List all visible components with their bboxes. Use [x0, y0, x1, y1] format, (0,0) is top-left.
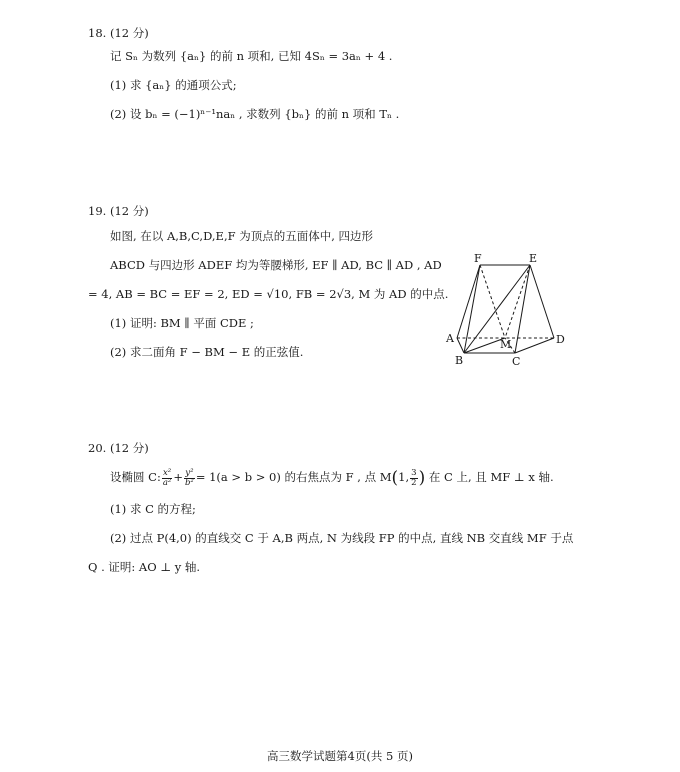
edge-AB — [457, 338, 464, 353]
page-footer: 高三数学试题第4页(共 5 页) — [267, 749, 413, 763]
q20-header — [88, 441, 149, 455]
q19-number: 19. — [88, 204, 107, 218]
q19-points: (12 分) — [109, 204, 149, 218]
q20-number: 20. — [88, 441, 107, 455]
q20-part2-cont: Q . 证明: AO ⊥ y 轴. — [88, 560, 201, 574]
edge-ED — [530, 265, 554, 338]
edge-EM — [505, 265, 530, 338]
label-E: E — [529, 252, 538, 265]
q19-stem-line3: = 4, AB = BC = EF = 2, ED = √10, FB = 2√3, M 为 AD 的中点. — [88, 287, 449, 301]
q18-part2: (2) 设 bₙ = (−1)ⁿ⁻¹naₙ , 求数列 {bₙ} 的前 n 项和 Tₙ . — [110, 107, 400, 121]
q19-part2: (2) 求二面角 F − BM − E 的正弦值. — [110, 345, 304, 359]
q20-part1: (1) 求 C 的方程; — [110, 502, 196, 516]
fraction-3-2: $\frac{3}{2}$ — [411, 467, 417, 488]
q19-stem-line2: ABCD 与四边形 ADEF 均为等腰梯形, EF ∥ AD, BC ∥ AD , AD — [110, 258, 442, 272]
pentahedron-figure — [440, 250, 570, 370]
q18-number: 18. — [88, 26, 107, 40]
q18-header — [88, 26, 149, 40]
q18-part1: (1) 求 {aₙ} 的通项公式; — [110, 78, 237, 92]
label-A: A — [446, 332, 454, 345]
q20-part2: (2) 过点 P(4,0) 的直线交 C 于 A,B 两点, N 为线段 FP 的中点, 直线 NB 交直线 MF 于点 — [110, 531, 574, 545]
label-F: F — [474, 252, 482, 265]
q19-header — [88, 204, 149, 218]
edge-CD — [515, 338, 554, 353]
q18-stem: 记 Sₙ 为数列 {aₙ} 的前 n 项和, 已知 4Sₙ = 3aₙ + 4 . — [110, 49, 393, 63]
label-B: B — [455, 354, 464, 367]
q20-points: (12 分) — [109, 441, 149, 455]
q19-part1: (1) 证明: BM ∥ 平面 CDE ; — [110, 316, 254, 330]
label-C: C — [512, 355, 521, 368]
q20-stem: 设椭圆 C: $\frac{\text{x²}}{\text{a²}}$ + $\frac{\text{y²}}{\text{b²}}$ = 1(a > b > 0) 的右焦点为 F , 点 M(1, $\frac{3}{2}$ ) 在 C 上, 且 MF ⊥ x 轴. — [110, 467, 554, 488]
q19-stem-line1: 如图, 在以 A,B,C,D,E,F 为顶点的五面体中, 四边形 — [110, 229, 374, 243]
q18-points: (12 分) — [109, 26, 149, 40]
fraction-y2-b2: $\frac{\text{y²}}{\text{b²}}$ — [184, 467, 194, 488]
edge-EC — [515, 265, 530, 353]
edge-EB — [464, 265, 530, 353]
label-M: M — [500, 338, 512, 351]
label-D: D — [556, 333, 565, 346]
fraction-x2-a2: $\frac{\text{x²}}{\text{a²}}$ — [162, 467, 172, 488]
